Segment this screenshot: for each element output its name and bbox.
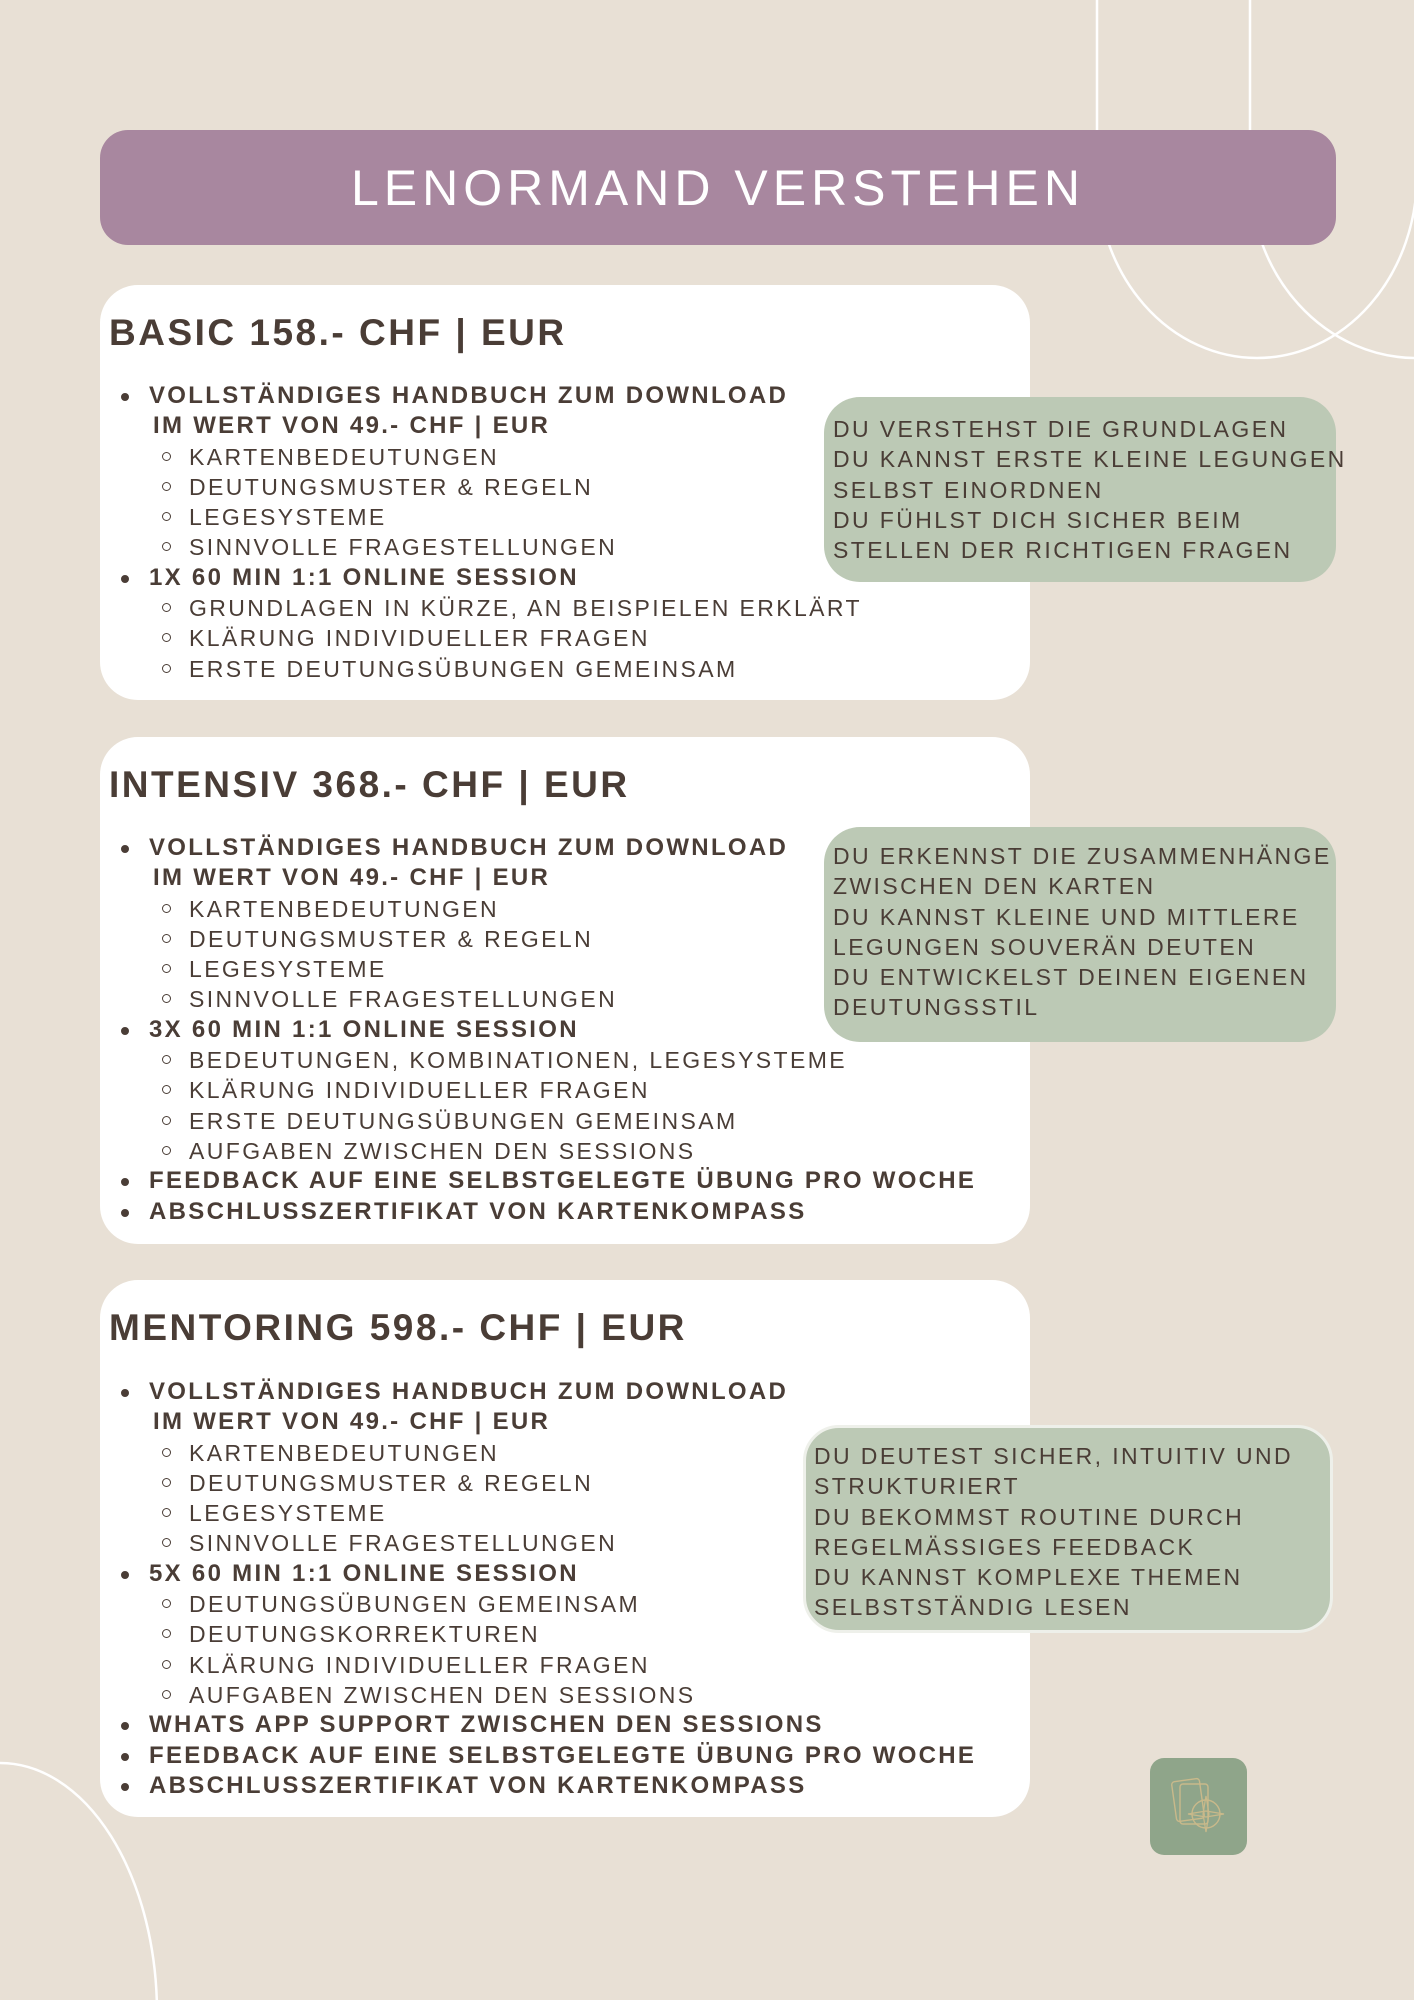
sub-list [109, 1045, 1030, 1166]
sub-item: DEUTUNGSKORREKTUREN [109, 1619, 1030, 1649]
sub-item: GRUNDLAGEN IN KÜRZE, AN BEISPIELEN ERKLÄRT [109, 593, 1030, 623]
sub-item: KARTENBEDEUTUNGEN [109, 442, 1030, 472]
sub-list [109, 593, 1030, 684]
sub-item: SINNVOLLE FRAGESTELLUNGEN [109, 532, 1030, 562]
benefit-line: SELBSTSTÄNDIG LESEN [814, 1594, 1132, 1621]
sub-item: AUFGABEN ZWISCHEN DEN SESSIONS [109, 1680, 1030, 1710]
sub-item: ERSTE DEUTUNGSÜBUNGEN GEMEINSAM [109, 654, 1030, 684]
benefit-line: STELLEN DER RICHTIGEN FRAGEN [833, 537, 1293, 564]
benefit-line: DU KANNST KOMPLEXE THEMEN [814, 1564, 1243, 1591]
feature-label: FEEDBACK AUF EINE SELBSTGELEGTE ÜBUNG PRO WOCHE [149, 1167, 977, 1195]
benefits-box-mentoring [803, 1425, 1333, 1633]
sub-item: KLÄRUNG INDIVIDUELLER FRAGEN [109, 1650, 1030, 1680]
package-title: INTENSIV 368.- CHF | EUR [109, 764, 630, 805]
page-title: LENORMAND VERSTEHEN [351, 159, 1085, 216]
sub-item: BEDEUTUNGEN, KOMBINATIONEN, LEGESYSTEME [109, 1045, 1030, 1075]
benefit-line: DU ERKENNST DIE ZUSAMMENHÄNGE [833, 843, 1332, 869]
benefit-line: DU FÜHLST DICH SICHER BEIM [833, 506, 1243, 533]
feature-item [109, 1197, 1030, 1227]
sub-item: KARTENBEDEUTUNGEN [109, 1438, 1030, 1468]
feature-label-line2: IM WERT VON 49.- CHF | EUR [153, 864, 551, 892]
benefit-line: LEGUNGEN SOUVERÄN DEUTEN [833, 933, 1257, 960]
benefit-line: DU VERSTEHST DIE GRUNDLAGEN [833, 416, 1289, 442]
sub-item: AUFGABEN ZWISCHEN DEN SESSIONS [109, 1136, 1030, 1166]
benefit-line: DU ENTWICKELST DEINEN EIGENEN [833, 964, 1309, 991]
sub-item: LEGESYSTEME [109, 1498, 1030, 1528]
feature-label-line2: IM WERT VON 49.- CHF | EUR [153, 1408, 551, 1436]
sub-item: DEUTUNGSMUSTER & REGELN [109, 1468, 1030, 1498]
benefit-line: SELBST EINORDNEN [833, 476, 1104, 503]
feature-label: 5X 60 MIN 1:1 ONLINE SESSION [149, 1559, 579, 1587]
benefits-box-intensiv [824, 827, 1336, 1042]
sub-item: SINNVOLLE FRAGESTELLUNGEN [109, 1528, 1030, 1558]
compass-logo-icon [1150, 1758, 1247, 1855]
package-title: MENTORING 598.- CHF | EUR [109, 1307, 687, 1348]
benefit-line: REGELMÄSSIGES FEEDBACK [814, 1533, 1196, 1560]
sub-item: LEGESYSTEME [109, 502, 1030, 532]
package-title: BASIC 158.- CHF | EUR [109, 312, 567, 353]
benefit-line: STRUKTURIERT [814, 1473, 1020, 1500]
feature-item [109, 1710, 1030, 1740]
sub-item: KLÄRUNG INDIVIDUELLER FRAGEN [109, 1075, 1030, 1105]
feature-label: WHATS APP SUPPORT ZWISCHEN DEN SESSIONS [149, 1711, 824, 1739]
sub-item: KLÄRUNG INDIVIDUELLER FRAGEN [109, 623, 1030, 653]
benefit-line: ZWISCHEN DEN KARTEN [833, 873, 1156, 900]
sub-item: KARTENBEDEUTUNGEN [109, 894, 1030, 924]
sub-item: DEUTUNGSMUSTER & REGELN [109, 472, 1030, 502]
sub-item: DEUTUNGSMUSTER & REGELN [109, 924, 1030, 954]
benefit-line: DU KANNST KLEINE UND MITTLERE [833, 903, 1300, 930]
feature-label: VOLLSTÄNDIGES HANDBUCH ZUM DOWNLOAD [149, 1378, 789, 1405]
benefits-box-basic [824, 397, 1347, 582]
benefit-line: DEUTUNGSSTIL [833, 994, 1040, 1021]
benefit-line: DU BEKOMMST ROUTINE DURCH [814, 1503, 1245, 1530]
feature-label: FEEDBACK AUF EINE SELBSTGELEGTE ÜBUNG PRO WOCHE [149, 1741, 977, 1769]
feature-label: 3X 60 MIN 1:1 ONLINE SESSION [149, 1015, 579, 1043]
sub-item: ERSTE DEUTUNGSÜBUNGEN GEMEINSAM [109, 1106, 1030, 1136]
benefit-line: DU DEUTEST SICHER, INTUITIV UND [814, 1443, 1294, 1469]
feature-label: 1X 60 MIN 1:1 ONLINE SESSION [149, 563, 579, 591]
feature-item [109, 1771, 1030, 1801]
feature-label-line2: IM WERT VON 49.- CHF | EUR [153, 412, 551, 440]
feature-label: VOLLSTÄNDIGES HANDBUCH ZUM DOWNLOAD [149, 834, 789, 861]
sub-item: LEGESYSTEME [109, 954, 1030, 984]
feature-item [109, 1741, 1030, 1771]
sub-item: SINNVOLLE FRAGESTELLUNGEN [109, 984, 1030, 1014]
benefit-line: DU KANNST ERSTE KLEINE LEGUNGEN [833, 446, 1347, 473]
feature-label: VOLLSTÄNDIGES HANDBUCH ZUM DOWNLOAD [149, 382, 789, 409]
feature-label: ABSCHLUSSZERTIFIKAT VON KARTENKOMPASS [149, 1197, 807, 1225]
title-banner [100, 130, 1336, 245]
feature-item [109, 1166, 1030, 1196]
feature-label: ABSCHLUSSZERTIFIKAT VON KARTENKOMPASS [149, 1771, 807, 1799]
sub-item: DEUTUNGSÜBUNGEN GEMEINSAM [109, 1589, 1030, 1619]
